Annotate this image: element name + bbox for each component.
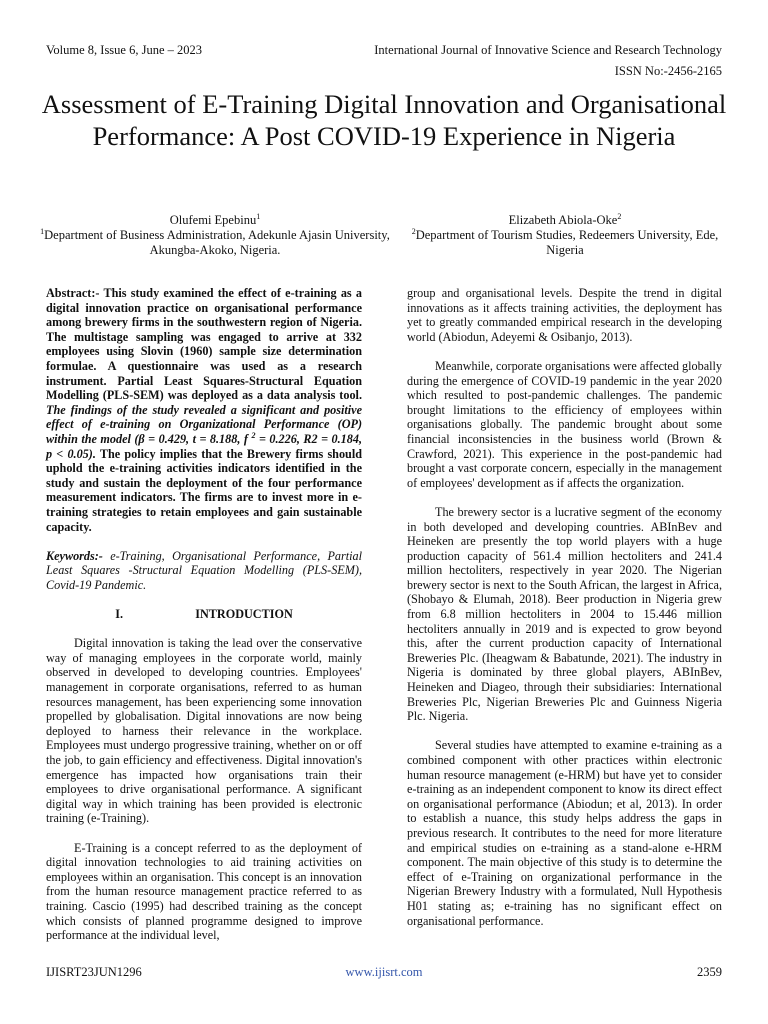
footer-paper-code: IJISRT23JUN1296 [46, 965, 142, 979]
header-volume: Volume 8, Issue 6, June – 2023 [46, 43, 203, 57]
paragraph: Digital innovation is taking the lead over the conservative way of managing employees in the corporate world, mainly observed in developed to developing countries. Employees' management in corporate organisations, referred to as human resources management, has been experiencing some innovation propelled by globalisation. Digital innovations are now being deployed to harness their relevance in the workplace. Employees must undergo progressive training, whether on or off the job, to gain efficiency and effectiveness. Digital innovation's emergence has impacted how organisations train their employees to drive organisational performance. A significant digital way in which training has been provided is electronic training (e-Training). [46, 636, 362, 826]
author-affiliation-1: $^1$Department of Business Administration, Adekunle Ajasin University, Akungba-Akoko, Nigeria. [40, 226, 390, 257]
footer-url-link[interactable]: www.ijisrt.com [345, 965, 423, 979]
paragraph: group and organisational levels. Despite the trend in digital innovations as it affects training activities, the deployment has yet to greatly commanded empirical research in the developing world (Abiodun, Adeyemi & Osibanjo, 2013). [407, 286, 722, 344]
author-block-1 [40, 213, 390, 258]
header-journal: International Journal of Innovative Science and Research Technology [374, 43, 722, 57]
abstract: Abstract:- This study examined the effect of e-training as a digital innovation practice on organisational performance among brewery firms in the southwestern region of Nigeria. The multistage sampling was engaged to arrive at 332 employees using Slovin (1960) sample size determination formulae. A questionnaire was used as a research instrument. Partial Least Squares-Structural Equation Modelling (PLS-SEM) was deployed as a data analysis tool. The findings of the study revealed a significant and positive effect of e-training on Organizational Performance (OP) within the model (β = 0.429, t = 8.188, f $^2$ = 0.226, R2 = 0.184, p < 0.05). The policy implies that the Brewery firms should uphold the e-training activities indicators identified in the study and sustain the deployment of the four performance measurement indicators. The firms are to invest more in e-training strategies to retain employees and gain sustainable capacity. [46, 286, 362, 534]
author-block-2 [400, 213, 730, 258]
author-name-1: Olufemi Epebinu$^1$ [169, 211, 261, 227]
paragraph: E-Training is a concept referred to as the deployment of digital innovation technologies to aid training activities on employees within an organisation. This concept is an innovation from the human resource management practice referred to as training. Cascio (1995) had described training as the concept which consists of planned programme designed to improve performance at the individual level, [46, 840, 362, 943]
keywords: Keywords:- e-Training, Organisational Performance, Partial Least Squares -Structural Equation Modelling (PLS-SEM), Covid-19 Pandemic. [46, 548, 362, 592]
paragraph: Several studies have attempted to examine e-training as a combined component with other practices within electronic human resource management (e-HRM) but have yet to consider e-training as an independent component to know its direct effect on organisational performance (Abiodun; et al, 2013). In order to establish a nuance, this study helps address the gaps in previous research. It contributes to the need for more literature and empirical studies on e-training as a stand-alone e-HRM component. The main objective of this study is to determine the effect of e-Training on organizational performance in the Nigerian Brewery Industry with a formulated, Null Hypothesis H01 stating as; e-training has no significant effect on organisational performance. [407, 738, 722, 928]
header-issn: ISSN No:-2456-2165 [614, 64, 722, 78]
author-name-2: Elizabeth Abiola-Oke$^2$ [508, 211, 622, 227]
footer-page-number: 2359 [697, 965, 722, 979]
author-affiliation-2: $^2$Department of Tourism Studies, Redeemers University, Ede, Nigeria [411, 226, 719, 257]
paragraph: The brewery sector is a lucrative segment of the economy in both developed and developing countries. ABInBev and Heineken are presently the top world players with a huge production capacity of 561.4 million hectoliters and 241.4 million hectoliters, respectively in year 2020. The Nigerian brewery sector is next to the South African, the largest in Africa, (Shobayo & Elumah, 2018). Beer production in Nigeria grew from 6.8 million hectoliters in 2004 to 15.446 million hectoliters annually in 2019 and is expected to grow beyond this, after the current production capacity of International Breweries Plc. (Iheagwam & Babatunde, 2021). The industry in Nigeria is dominated by three global players, ABInBev, Heineken and Diageo, through their subsidiaries: International Breweries Plc, Nigerian Breweries Plc and Guinness Nigeria Plc. Nigeria. [407, 504, 722, 724]
paper-title: Assessment of E-Training Digital Innovation and Organisational Performance: A Post COVID-19 Experience in Nigeria [41, 89, 727, 151]
right-column [407, 286, 722, 943]
paragraph: Meanwhile, corporate organisations were affected globally during the emergence of COVID-19 pandemic in the year 2020 which resulted to post-pandemic challenges. The pandemic brought limitations to the efficiency of employees within organisations globally. The pandemic brought about some financial inconsistencies in the business world (Brown & Crawford, 2021). This experience in the post-pandemic had brought a vast corporate concern, especially in the management of employees' development as if affects the organization. [407, 358, 722, 490]
left-column [46, 286, 362, 957]
section-heading: I. INTRODUCTION [115, 607, 293, 622]
